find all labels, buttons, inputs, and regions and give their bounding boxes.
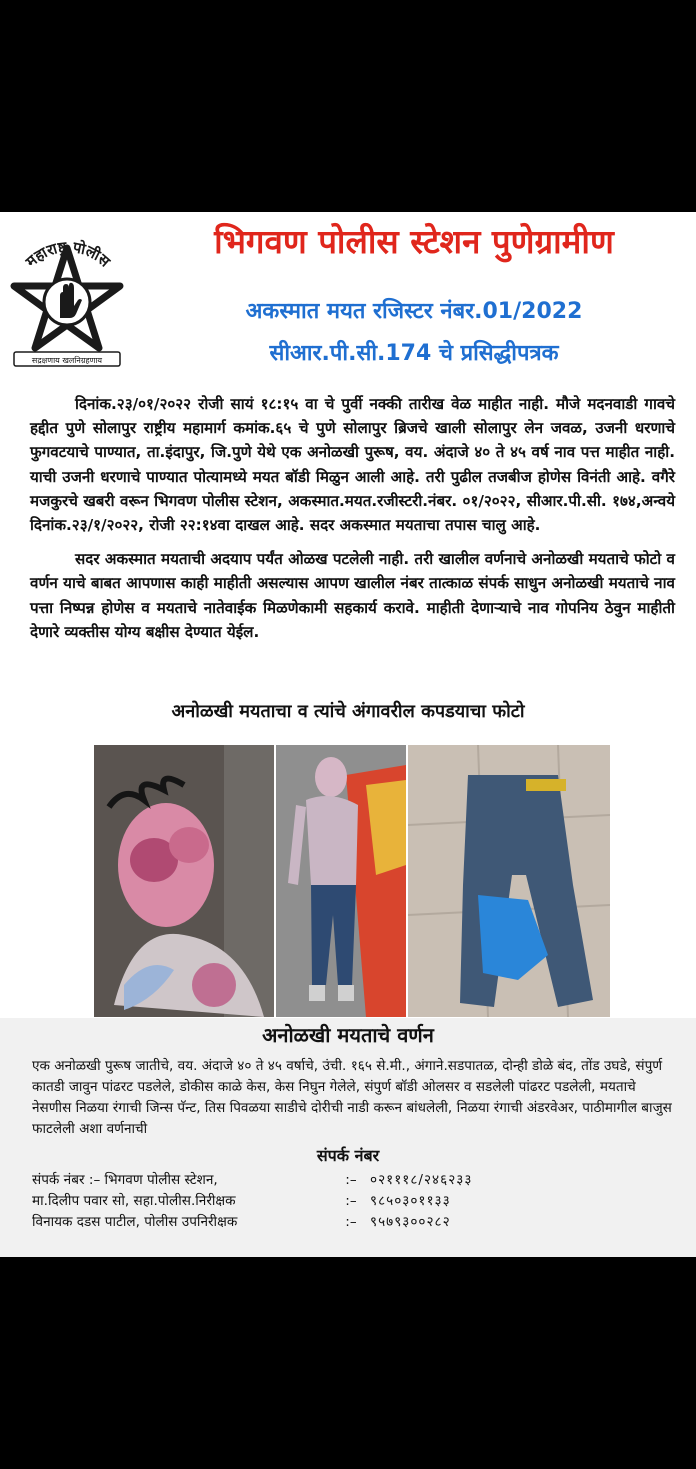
contact-number[interactable]: ९८५०३०११३३ [370, 1193, 451, 1209]
contact-separator: :– [345, 1214, 357, 1230]
contact-name: मा.दिलीप पवार सो, सहा.पोलीस.निरीक्षक [32, 1193, 236, 1209]
contact-separator: :– [345, 1172, 357, 1188]
contact-name: संपर्क नंबर :– भिगवण पोलीस स्टेशन, [32, 1172, 218, 1188]
police-emblem-icon [4, 226, 130, 376]
contact-number[interactable]: ९५७९३००२८२ [370, 1214, 451, 1230]
description-text: एक अनोळखी पुरूष जातीचे, वय. अंदाजे ४० ते ४५ वर्षाचे, उंची. १६५ से.मी., अंगाने.सडपातळ, दोन्ही डोळे बंद, तोंड उघडे, संपुर्ण कातडी जावुन पांढरट पडलेले, डोकीस काळे केस, केस निघुन गेलेले, संपुर्ण बॉडी ओलसर व सडलेली पांढरट पडलेली, मयताचे नेसणीस निळया रंगाची जिन्स पॅन्ट, तिस पिवळया साडीचे दोरीची नाडी करून बांधलेली, निळया रंगाची अंडरवेअर, पाठीमागील बाजुस फाटलेली अशा वर्णनाची [32, 1058, 672, 1137]
face-photo [94, 745, 274, 1017]
photos-heading: अनोळखी मयताचा व त्यांचे अंगावरील कपडयाचा फोटो [171, 701, 525, 722]
contact-row [32, 1170, 672, 1191]
contact-list [32, 1170, 672, 1233]
clothes-photo [408, 745, 610, 1017]
police-station-title: भिगवण पोलीस स्टेशन पुणेग्रामीण [214, 222, 614, 261]
notice-paragraph-2: सदर अकस्मात मयताची अदयाप पर्यंत ओळख पटलेली नाही. तरी खालील वर्णनाचे अनोळखी मयताचे फोटो व वर्णन याचे बाबत आपणास काही माहीती असल्यास आपण खालील नंबर तात्काळ संपर्क साधुन अनोळखी मयताचे नाव पत्ता निष्पन्न होणेस व मयताचे नातेवाईक मिळणेकामी सहकार्य करावे. माहीती देणाऱ्याचे नाव गोपनिय ठेवुन माहीती देणारे व्यक्तीस योग्य बक्षीस देण्यात येईल. [30, 550, 675, 641]
description-heading: अनोळखी मयताचे वर्णन [262, 1023, 434, 1047]
crpc-notice-line: सीआर.पी.सी.174 चे प्रसिद्धीपत्रक [269, 341, 559, 366]
contact-number[interactable]: ०२१११८/२४६२३३ [370, 1172, 473, 1188]
body-photo [276, 745, 406, 1017]
contact-row [32, 1212, 672, 1233]
contact-row [32, 1191, 672, 1212]
contact-heading: संपर्क नंबर [316, 1146, 380, 1165]
notice-paragraph-1: दिनांक.२३/०१/२०२२ रोजी सायं १८:१५ वा चे पुर्वी नक्की तारीख वेळ माहीत नाही. मौजे मदनवाडी गावचे हद्दीत पुणे सोलापुर राष्ट्रीय महामार्ग कमांक.६५ चे पुणे सोलापुर ब्रिजचे खाली सोलापुर लेन जवळ, उजनी धरणाचे फुगवटयाचे पाण्यात, ता.इंदापुर, जि.पुणे येथे एक अनोळखी पुरूष, वय. अंदाजे ४० ते ४५ वर्ष नाव पत्त माहीत नाही. याची उजनी धरणाचे पाण्यात पोत्यामध्ये मयत बॉडी मिळुन आली आहे. तरी पुढील तजबीज होणेस विनंती आहे. वगैरे मजकुरचे खबरी वरून भिगवण पोलीस स्टेशन, अकस्मात.मयत.रजीस्टरी.नंबर. ०१/२०२२, सीआर.पी.सी. १७४,अन्वये दिनांक.२३/१/२०२२, रोजी २२:१४वा दाखल आहे. सदर अकस्मात मयताचा तपास चालु आहे. [30, 395, 675, 535]
emblem-arc-text: महाराष्ट्र पोलीस [22, 237, 114, 271]
emblem-motto: सद्रक्षणाय खलनिग्रहणाय [31, 356, 103, 365]
notice-sheet [0, 212, 696, 1257]
notice-body [30, 392, 675, 654]
register-number-line: अकस्मात मयत रजिस्टर नंबर.01/2022 [245, 299, 583, 324]
contact-name: विनायक दडस पाटील, पोलीस उपनिरीक्षक [32, 1214, 238, 1230]
contact-separator: :– [345, 1193, 357, 1209]
photo-strip [94, 745, 610, 1017]
description-section [0, 1018, 696, 1257]
